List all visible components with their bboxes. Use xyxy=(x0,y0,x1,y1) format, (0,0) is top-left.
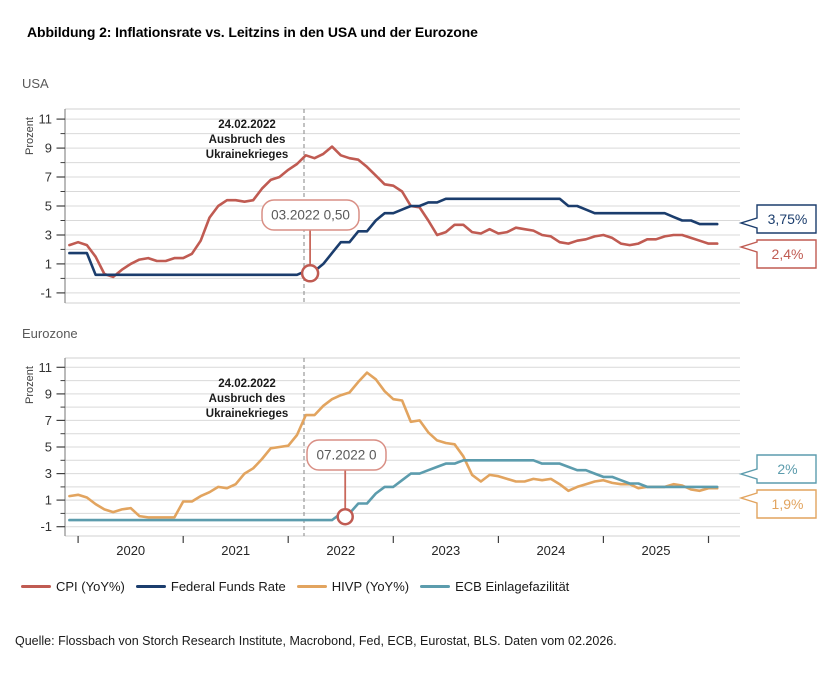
legend-label-hivp: HIVP (YoY%) xyxy=(331,579,410,594)
usa-chart xyxy=(0,96,820,323)
callout-marker-circle xyxy=(338,509,353,524)
y-tick-label: 5 xyxy=(44,439,52,455)
eurozone-plot xyxy=(0,348,820,560)
y-tick-label: 5 xyxy=(44,198,52,214)
chart-legend xyxy=(21,579,569,594)
panel-label-usa: USA xyxy=(22,76,49,91)
event-annotation-line: Ausbruch des xyxy=(208,134,286,146)
legend-label-ecb: ECB Einlagefazilität xyxy=(455,579,570,594)
y-tick-label: 11 xyxy=(38,359,52,375)
panel-label-eurozone: Eurozone xyxy=(22,326,78,341)
source-text: Quelle: Flossbach von Storch Research Institute, Macrobond, Fed, ECB, Eurostat, BLS. Daten vom 02.2026. xyxy=(15,634,617,648)
callout-text: 07.2022 0 xyxy=(316,447,377,463)
cpi-yoy-line xyxy=(69,147,717,277)
y-axis-title: Prozent xyxy=(24,117,36,155)
ecb-line-swatch xyxy=(420,585,450,589)
y-tick-label: 11 xyxy=(38,111,52,127)
y-tick-label: 3 xyxy=(44,227,52,243)
callout-text: 03.2022 0,50 xyxy=(271,207,350,223)
legend-label-cpi: CPI (YoY%) xyxy=(56,579,125,594)
x-tick-label: 2023 xyxy=(431,543,461,558)
event-annotation-line: Ukrainekrieges xyxy=(205,149,289,161)
ecb-einlagefazilit-t-line xyxy=(69,460,717,520)
figure-title: Abbildung 2: Inflationsrate vs. Leitzins in den USA und der Eurozone xyxy=(27,24,478,40)
fed-funds-line-swatch xyxy=(136,585,166,589)
y-tick-label: -1 xyxy=(40,285,52,301)
end-label-text: 3,75% xyxy=(767,211,808,227)
y-tick-label: 1 xyxy=(44,492,52,508)
end-label-text: 2,4% xyxy=(771,246,804,262)
y-tick-label: -1 xyxy=(40,519,52,535)
x-tick-label: 2021 xyxy=(221,543,251,558)
y-tick-label: 9 xyxy=(44,386,52,402)
y-tick-label: 3 xyxy=(44,466,52,482)
end-label-text: 2% xyxy=(777,461,798,477)
hivp-line-swatch xyxy=(297,585,327,589)
legend-item-cpi xyxy=(21,579,125,594)
event-annotation-line: Ausbruch des xyxy=(208,393,286,405)
y-axis-title: Prozent xyxy=(24,366,36,404)
y-tick-label: 7 xyxy=(44,169,52,185)
usa-plot xyxy=(0,96,820,318)
legend-label-fed-funds: Federal Funds Rate xyxy=(170,579,286,594)
legend-item-ecb xyxy=(420,579,569,594)
event-annotation-line: 24.02.2022 xyxy=(218,378,276,390)
legend-item-fed-funds xyxy=(136,579,286,594)
event-annotation-line: Ukrainekrieges xyxy=(205,408,289,420)
event-annotation-line: 24.02.2022 xyxy=(218,119,276,131)
y-tick-label: 9 xyxy=(44,140,52,156)
y-tick-label: 7 xyxy=(44,412,52,428)
cpi-line-swatch xyxy=(21,585,51,589)
callout-marker-circle xyxy=(302,265,318,281)
y-tick-label: 1 xyxy=(44,256,52,272)
x-tick-label: 2022 xyxy=(326,543,356,558)
end-label-text: 1,9% xyxy=(771,496,804,512)
legend-item-hivp xyxy=(297,579,409,594)
x-tick-label: 2025 xyxy=(641,543,671,558)
x-tick-label: 2020 xyxy=(116,543,146,558)
eurozone-chart xyxy=(0,348,820,565)
x-tick-label: 2024 xyxy=(536,543,566,558)
